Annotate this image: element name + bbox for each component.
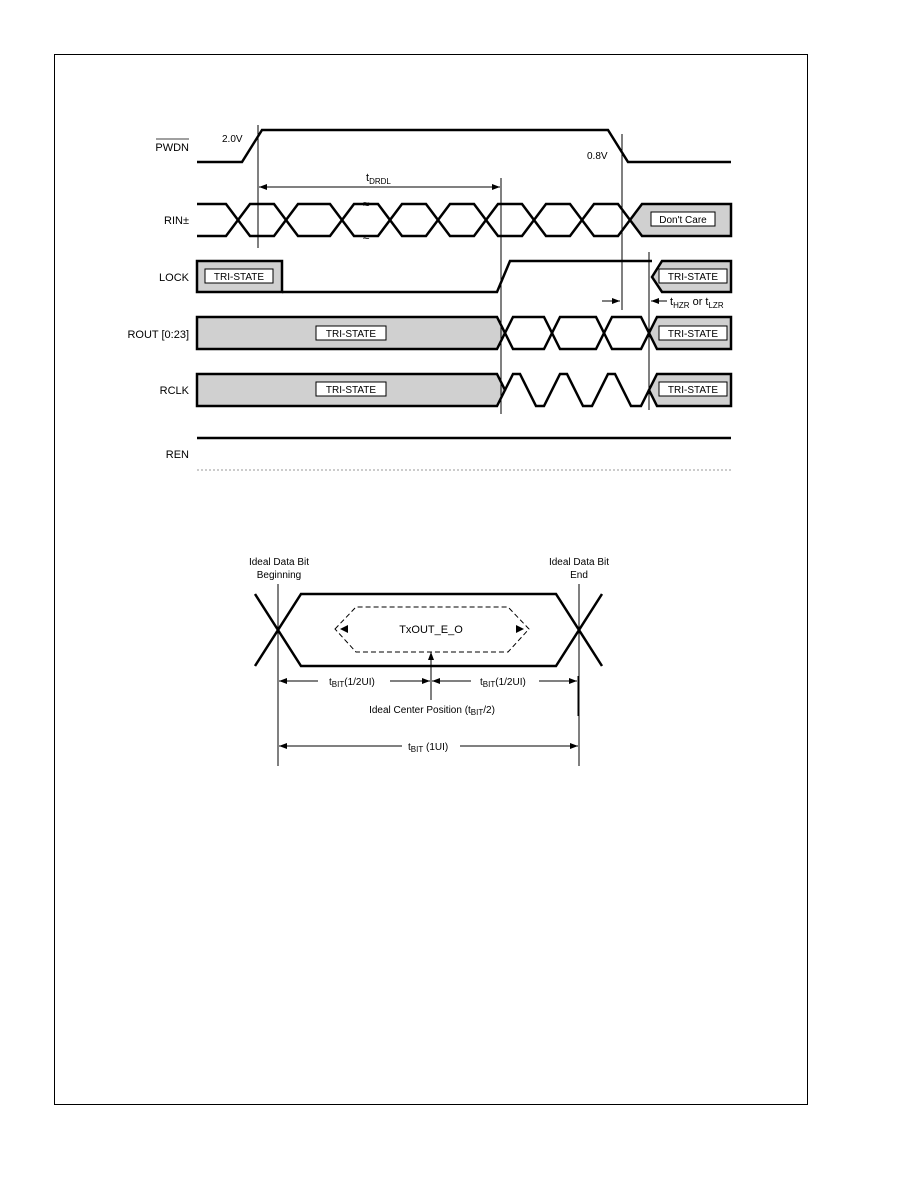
lock-label: LOCK xyxy=(159,272,189,284)
pwdn-label: PWDN xyxy=(155,142,189,154)
voltage-high-label: 2.0V xyxy=(222,134,243,145)
rclk-tristate-left: TRI-STATE xyxy=(325,385,377,396)
dont-care-label: Don't Care xyxy=(659,215,707,226)
eye-label: TxOUT_E_O xyxy=(399,624,463,636)
lock-tristate-left: TRI-STATE xyxy=(213,272,265,283)
half-left-label: $t_{BIT}(1/2UI)$ xyxy=(329,677,375,689)
rclk-tristate-right: TRI-STATE xyxy=(667,385,719,396)
ren-label: REN xyxy=(165,449,189,461)
eye-left-arrowhead xyxy=(340,625,348,633)
break-mark-top: ≈ xyxy=(362,197,370,211)
break-mark-bottom: ≈ xyxy=(362,230,370,244)
pwdn-waveform xyxy=(197,130,731,162)
rout-label: ROUT [0:23] xyxy=(127,329,189,341)
rin-waveform xyxy=(197,197,731,244)
eye-right-arrowhead xyxy=(516,625,524,633)
end-label-line1: Ideal Data Bit xyxy=(548,557,610,568)
lock-tristate-right: TRI-STATE xyxy=(667,272,719,283)
full-bit-label: $t_{BIT}$ (1UI) xyxy=(408,742,449,754)
rclk-waveform xyxy=(197,374,731,406)
begin-label-line2: Beginning xyxy=(256,570,302,581)
rin-label: RIN± xyxy=(164,215,189,227)
half-right-label: $t_{BIT}(1/2UI)$ xyxy=(480,677,526,689)
lock-waveform xyxy=(197,261,731,292)
voltage-low-label: 0.8V xyxy=(587,151,608,162)
rout-tristate-right: TRI-STATE xyxy=(667,329,719,340)
top-timing-diagram xyxy=(127,125,731,470)
rclk-label: RCLK xyxy=(159,385,189,397)
begin-label-line1: Ideal Data Bit xyxy=(248,557,310,568)
end-label-line2: End xyxy=(570,570,588,581)
bit-timing-diagram xyxy=(249,557,609,766)
center-position-label: Ideal Center Position $(t_{BIT}/2)$ xyxy=(369,705,495,717)
rout-waveform xyxy=(197,317,731,349)
tdrdl-label: $t_{DRDL}$ xyxy=(366,172,391,186)
thzr-label: $t_{HZR}$ or $t_{LZR}$ xyxy=(670,296,724,310)
rout-tristate-left: TRI-STATE xyxy=(325,329,377,340)
